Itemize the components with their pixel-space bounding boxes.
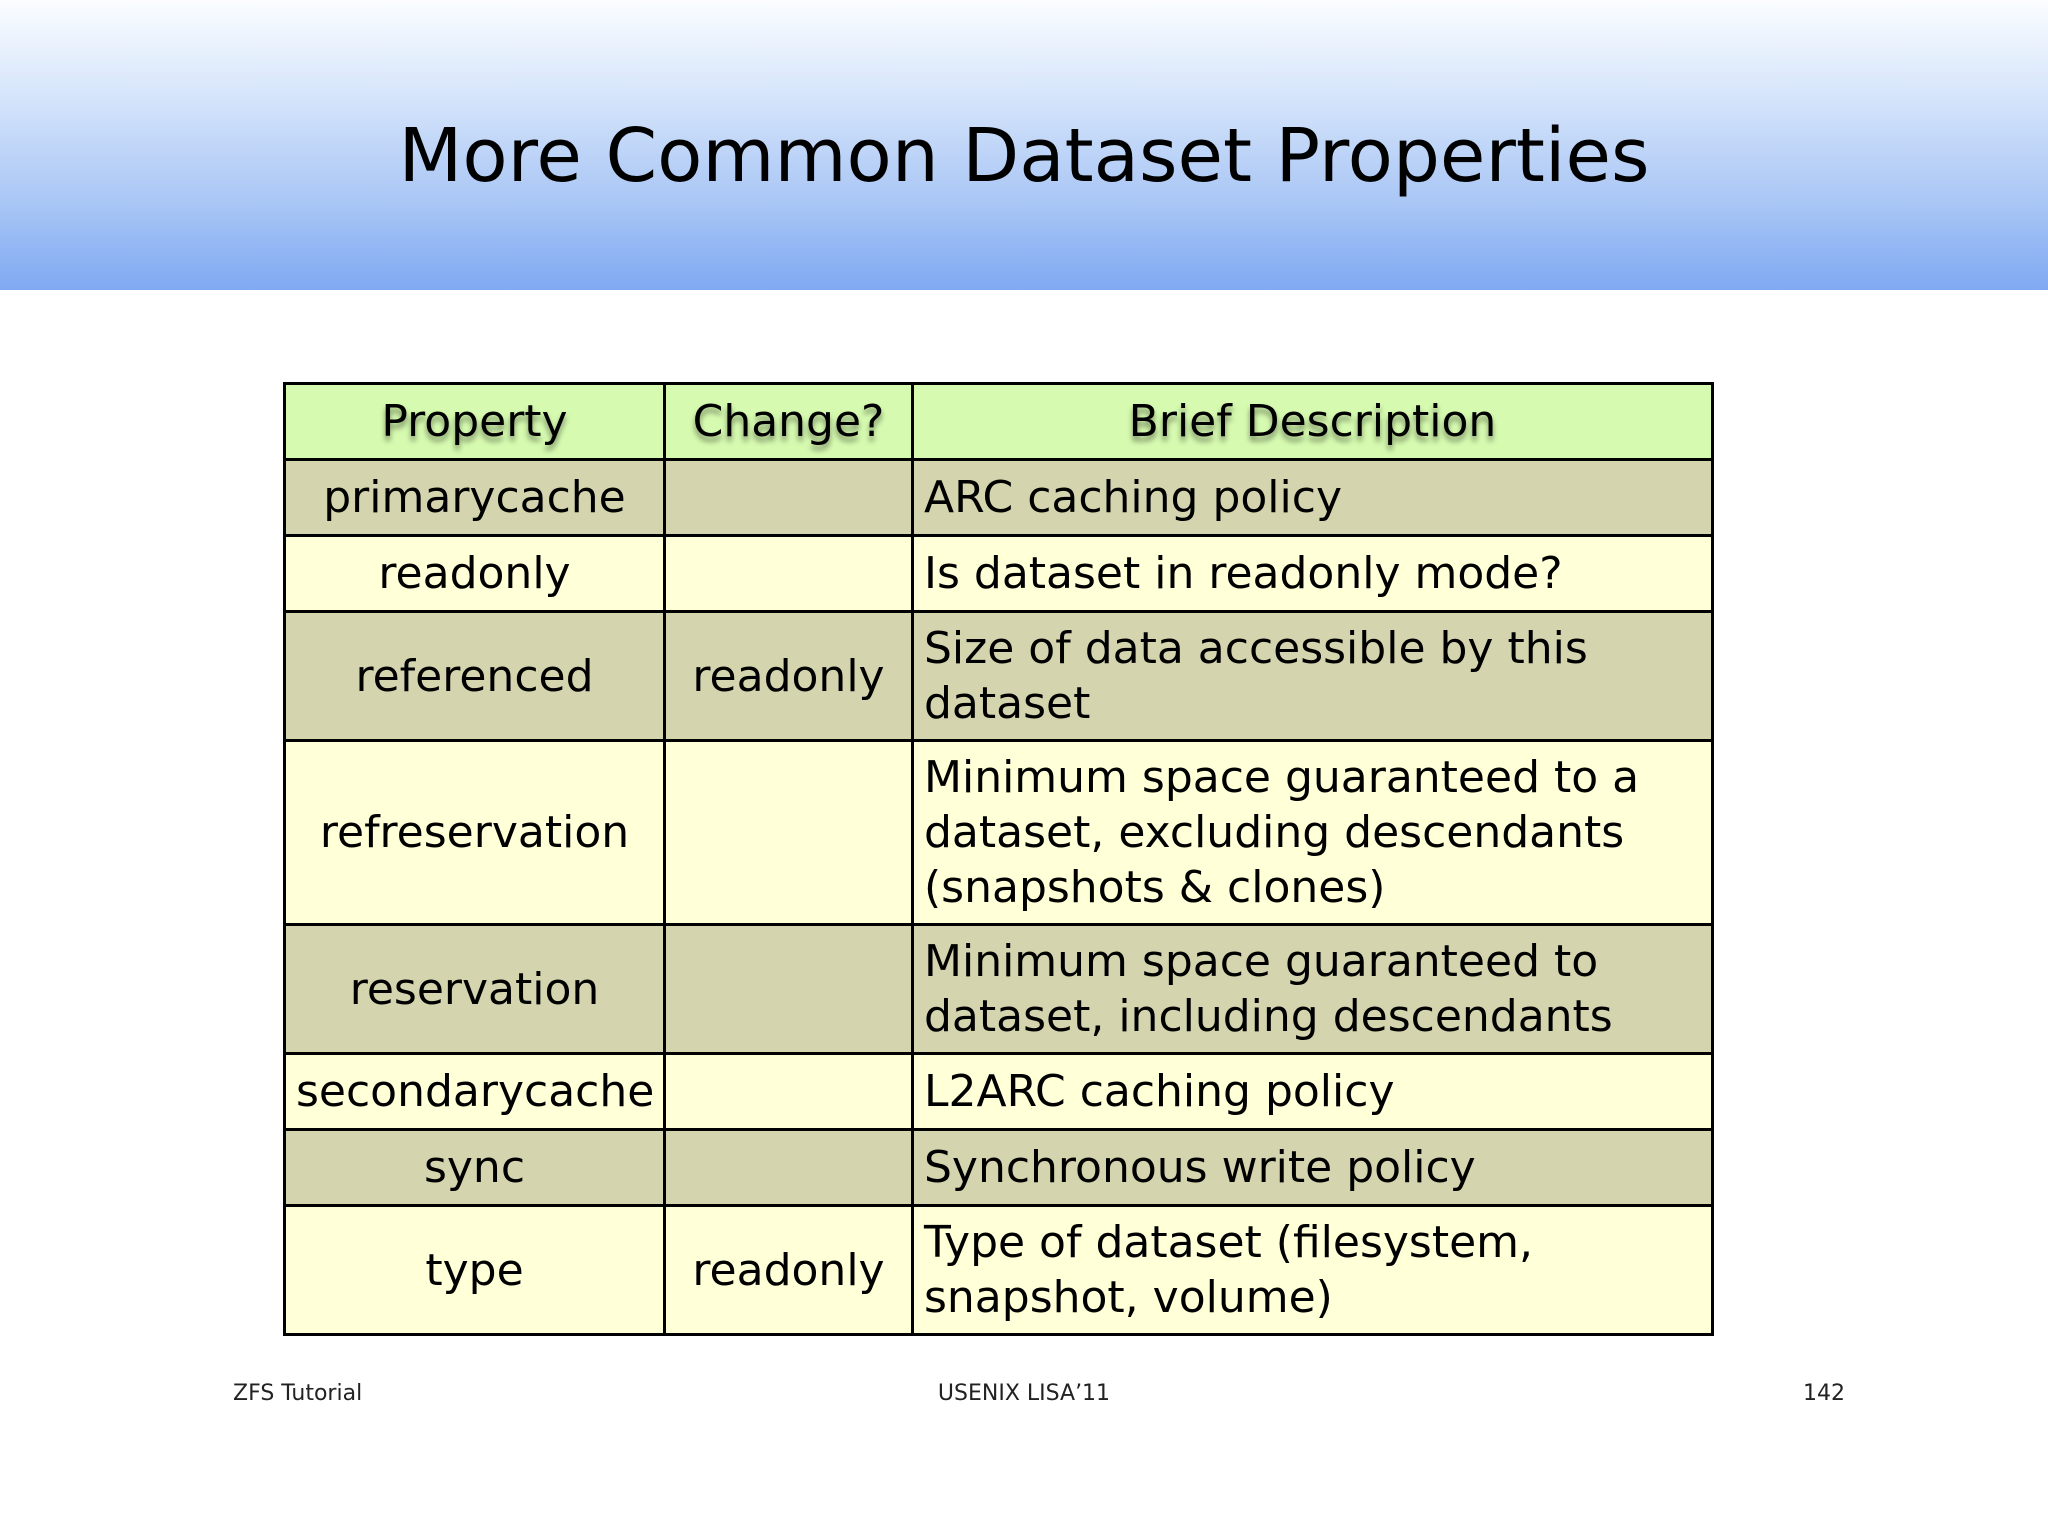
title-banner: [0, 0, 2048, 290]
description-cell: Is dataset in readonly mode?: [913, 536, 1713, 612]
header-change: Change?: [665, 384, 913, 460]
table-row: [285, 536, 1713, 612]
property-cell: refreservation: [285, 741, 665, 925]
table-row: [285, 460, 1713, 536]
description-cell: Minimum space guaranteed to dataset, including descendants: [913, 925, 1713, 1054]
description-cell: Type of dataset (filesystem, snapshot, volume): [913, 1206, 1713, 1335]
table-header-row: [285, 384, 1713, 460]
description-cell: Synchronous write policy: [913, 1130, 1713, 1206]
table-row: [285, 1054, 1713, 1130]
change-cell: [665, 741, 913, 925]
table-row: [285, 612, 1713, 741]
description-cell: L2ARC caching policy: [913, 1054, 1713, 1130]
change-cell: [665, 925, 913, 1054]
slide-title: More Common Dataset Properties: [398, 113, 1650, 199]
change-cell: readonly: [665, 1206, 913, 1335]
property-cell: type: [285, 1206, 665, 1335]
table-row: [285, 925, 1713, 1054]
footer-conference: USENIX LISA’11: [937, 1381, 1111, 1406]
properties-table-container: [283, 382, 1711, 1336]
property-cell: secondarycache: [285, 1054, 665, 1130]
property-cell: referenced: [285, 612, 665, 741]
table-row: [285, 1206, 1713, 1335]
property-cell: primarycache: [285, 460, 665, 536]
property-cell: readonly: [285, 536, 665, 612]
change-cell: [665, 1130, 913, 1206]
page-number: 142: [1803, 1381, 1845, 1406]
header-property: Property: [285, 384, 665, 460]
properties-table: [283, 382, 1714, 1336]
header-description: Brief Description: [913, 384, 1713, 460]
footer-tutorial-name: ZFS Tutorial: [233, 1381, 363, 1406]
change-cell: [665, 460, 913, 536]
description-cell: Size of data accessible by this dataset: [913, 612, 1713, 741]
table-row: [285, 741, 1713, 925]
change-cell: readonly: [665, 612, 913, 741]
table-row: [285, 1130, 1713, 1206]
property-cell: reservation: [285, 925, 665, 1054]
description-cell: ARC caching policy: [913, 460, 1713, 536]
change-cell: [665, 536, 913, 612]
property-cell: sync: [285, 1130, 665, 1206]
change-cell: [665, 1054, 913, 1130]
description-cell: Minimum space guaranteed to a dataset, excluding descendants (snapshots & clones): [913, 741, 1713, 925]
